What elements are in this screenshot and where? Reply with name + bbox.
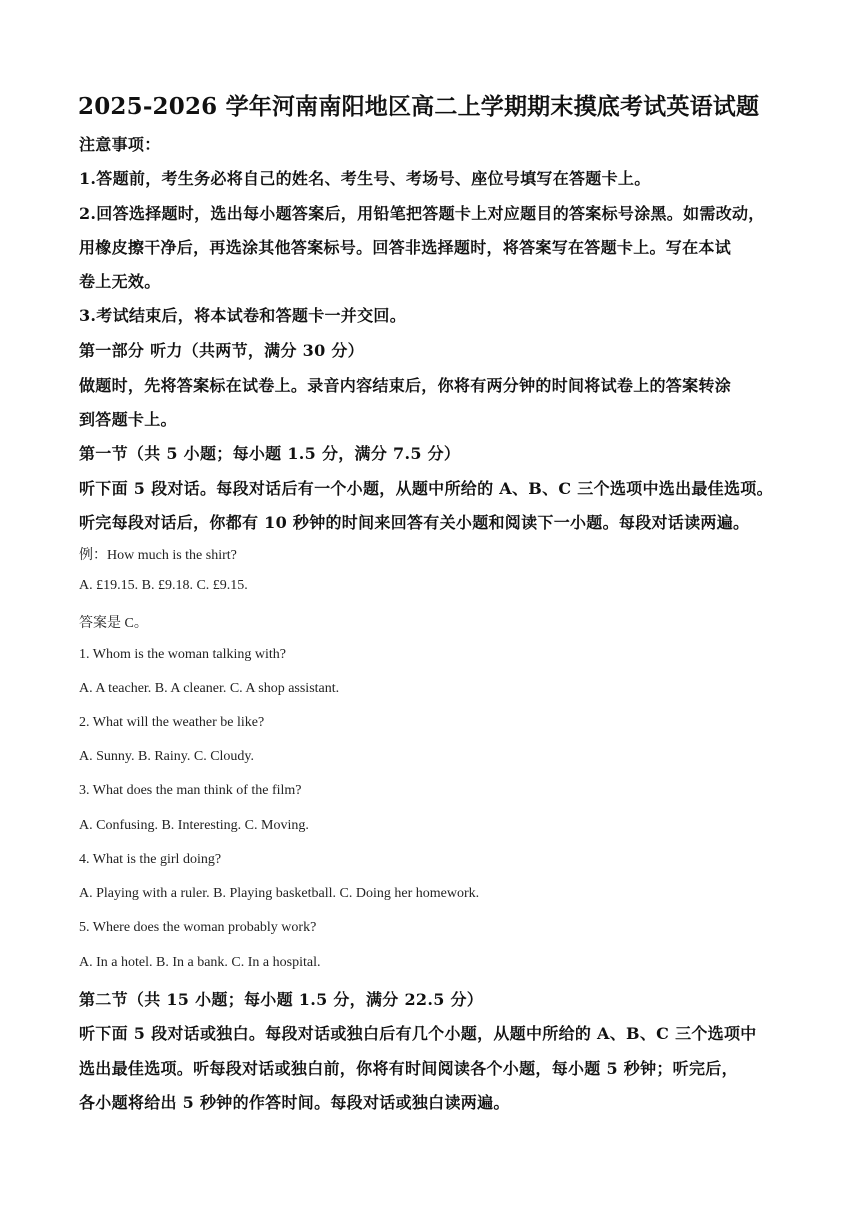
- question-text: 2. What will the weather be like?: [79, 715, 265, 730]
- note-line: 卷上无效。: [79, 272, 161, 291]
- section1-heading: 第一节（共 5 小题；每小题 1.5 分，满分 7.5 分）: [79, 444, 461, 463]
- section2-instruction-line: 选出最佳选项。听每段对话或独白前，你将有时间阅读各个小题，每小题 5 秒钟；听完后，: [79, 1059, 738, 1078]
- part1-intro-line: 做题时，先将答案标在试卷上。录音内容结束后，你将有两分钟的时间将试卷上的答案转涂: [79, 376, 732, 395]
- note-line: 3.考试结束后，将本试卷和答题卡一并交回。: [79, 306, 407, 325]
- note-line: 1.答题前，考生务必将自己的姓名、考生号、考场号、座位号填写在答题卡上。: [79, 169, 651, 188]
- section2-heading: 第二节（共 15 小题；每小题 1.5 分，满分 22.5 分）: [79, 990, 484, 1009]
- question-text: 3. What does the man think of the film?: [79, 783, 302, 798]
- part1-intro-line: 到答题卡上。: [79, 410, 177, 429]
- example-question: 例：How much is the shirt?: [79, 548, 237, 563]
- section1-instruction-line: 听下面 5 段对话。每段对话后有一个小题，从题中所给的 A、B、C 三个选项中选出最佳选项。: [79, 479, 773, 498]
- question-options: A. Sunny. B. Rainy. C. Cloudy.: [79, 749, 255, 764]
- page-title: 2025-2026 学年河南南阳地区高二上学期期末摸底考试英语试题: [78, 93, 760, 120]
- example-answer: 答案是 C。: [79, 616, 148, 631]
- example-options: A. £19.15. B. £9.18. C. £9.15.: [79, 578, 248, 593]
- question-options: A. A teacher. B. A cleaner. C. A shop assistant.: [79, 681, 340, 696]
- question-text: 1. Whom is the woman talking with?: [79, 647, 286, 662]
- question-options: A. Playing with a ruler. B. Playing basketball. C. Doing her homework.: [79, 886, 480, 901]
- question-text: 5. Where does the woman probably work?: [79, 920, 317, 935]
- part1-heading: 第一部分 听力（共两节，满分 30 分）: [79, 341, 364, 360]
- question-options: A. In a hotel. B. In a bank. C. In a hospital.: [79, 955, 321, 970]
- notes-heading: 注意事项：: [79, 135, 161, 154]
- question-options: A. Confusing. B. Interesting. C. Moving.: [79, 818, 309, 833]
- section1-instruction-line: 听完每段对话后，你都有 10 秒钟的时间来回答有关小题和阅读下一小题。每段对话读两遍。: [79, 513, 750, 532]
- section2-instruction-line: 各小题将给出 5 秒钟的作答时间。每段对话或独白读两遍。: [79, 1093, 510, 1112]
- note-line: 用橡皮擦干净后，再选涂其他答案标号。回答非选择题时，将答案写在答题卡上。写在本试: [79, 238, 732, 257]
- note-line: 2.回答选择题时，选出每小题答案后，用铅笔把答题卡上对应题目的答案标号涂黑。如需改动，: [79, 204, 765, 223]
- section2-instruction-line: 听下面 5 段对话或独白。每段对话或独白后有几个小题，从题中所给的 A、B、C 三个选项中: [79, 1024, 757, 1043]
- question-text: 4. What is the girl doing?: [79, 852, 222, 867]
